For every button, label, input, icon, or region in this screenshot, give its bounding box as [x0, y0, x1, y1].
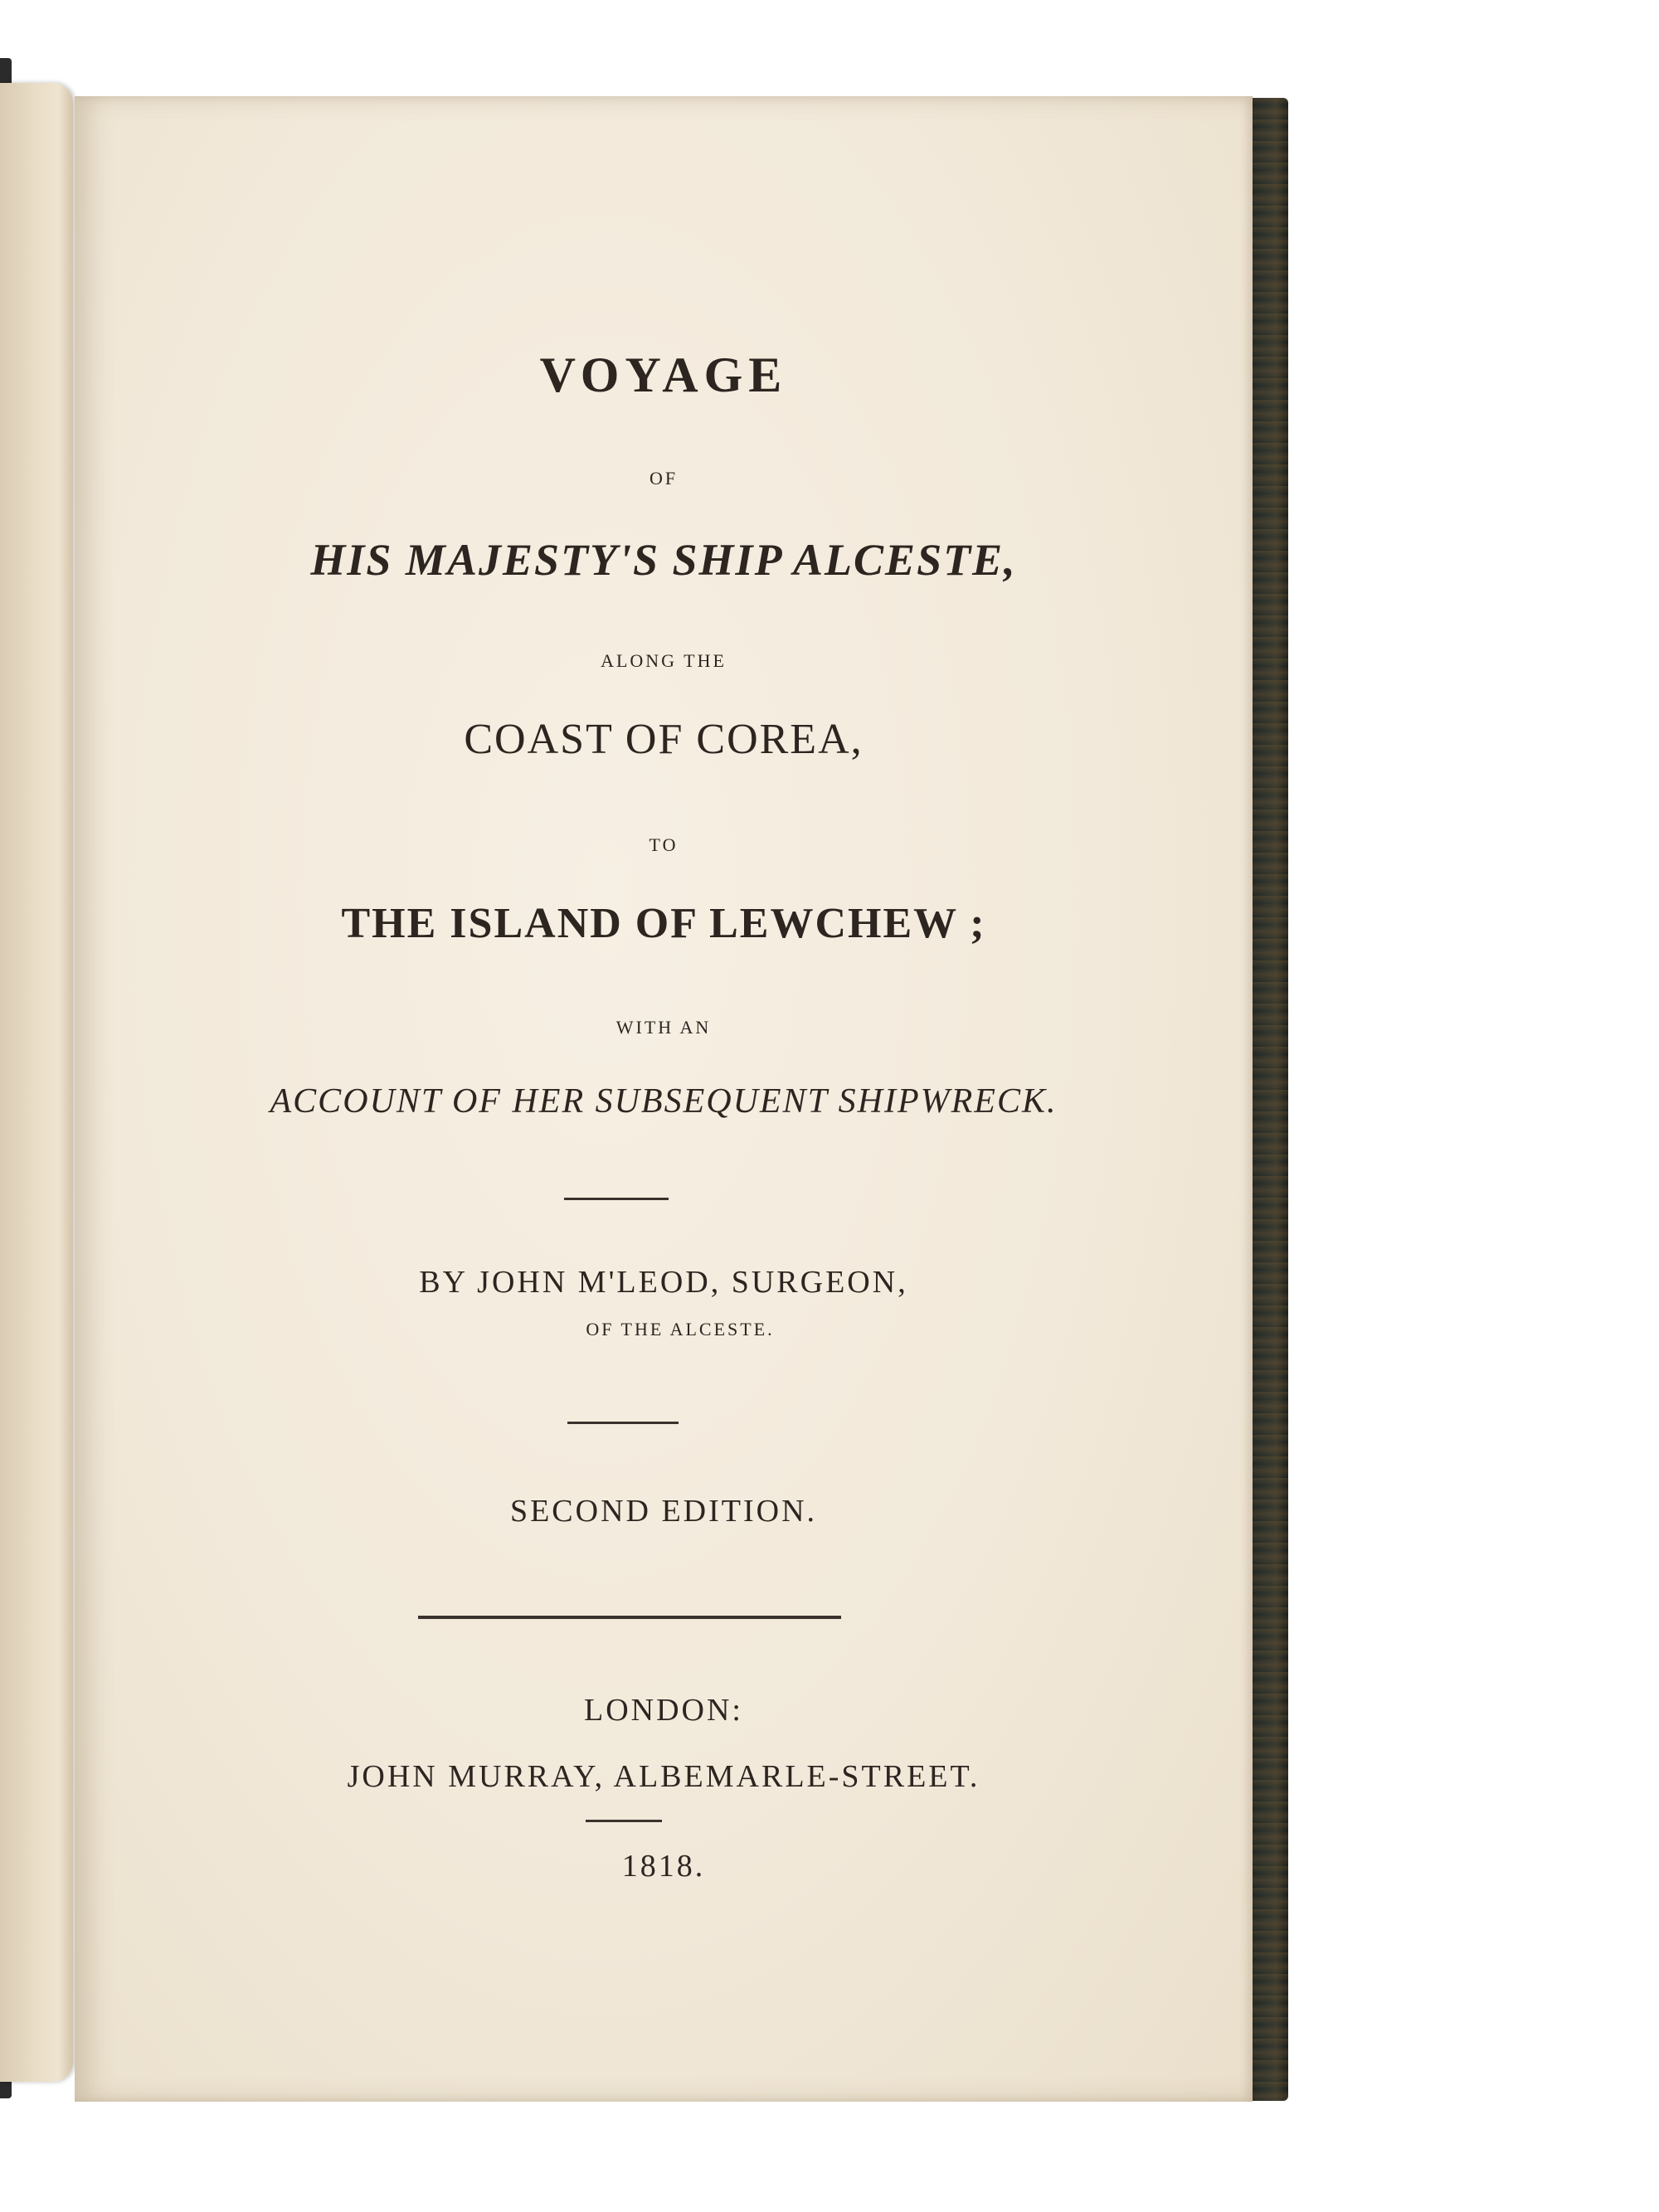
edition-line: SECOND EDITION. [509, 1494, 818, 1529]
divider-rule-1 [564, 1198, 669, 1200]
connector-along: ALONG THE [601, 650, 727, 671]
connector-to: TO [649, 834, 679, 855]
imprint-place: LONDON: [584, 1693, 743, 1728]
connector-with: WITH AN [615, 1017, 712, 1038]
year-rule [586, 1820, 662, 1822]
imprint-publisher: JOHN MURRAY, ALBEMARLE-STREET. [347, 1759, 980, 1794]
ship-name: HIS MAJESTY'S SHIP ALCESTE, [310, 535, 1017, 585]
imprint-year: 1818. [621, 1849, 706, 1884]
connector-of: OF [649, 468, 679, 489]
author-line: BY JOHN M'LEOD, SURGEON, [419, 1265, 908, 1300]
island-line: THE ISLAND OF LEWCHEW ; [341, 900, 986, 947]
divider-rule-2 [567, 1422, 679, 1424]
coast-line: COAST OF COREA, [464, 716, 864, 763]
title-page [75, 96, 1253, 2102]
author-role: OF THE ALCESTE. [586, 1319, 775, 1339]
divider-rule-3 [418, 1616, 841, 1619]
spine-binding [1248, 98, 1288, 2101]
account-line: ACCOUNT OF HER SUBSEQUENT SHIPWRECK. [270, 1082, 1058, 1121]
left-facing-page [0, 83, 73, 2082]
book-title: VOYAGE [539, 348, 788, 402]
